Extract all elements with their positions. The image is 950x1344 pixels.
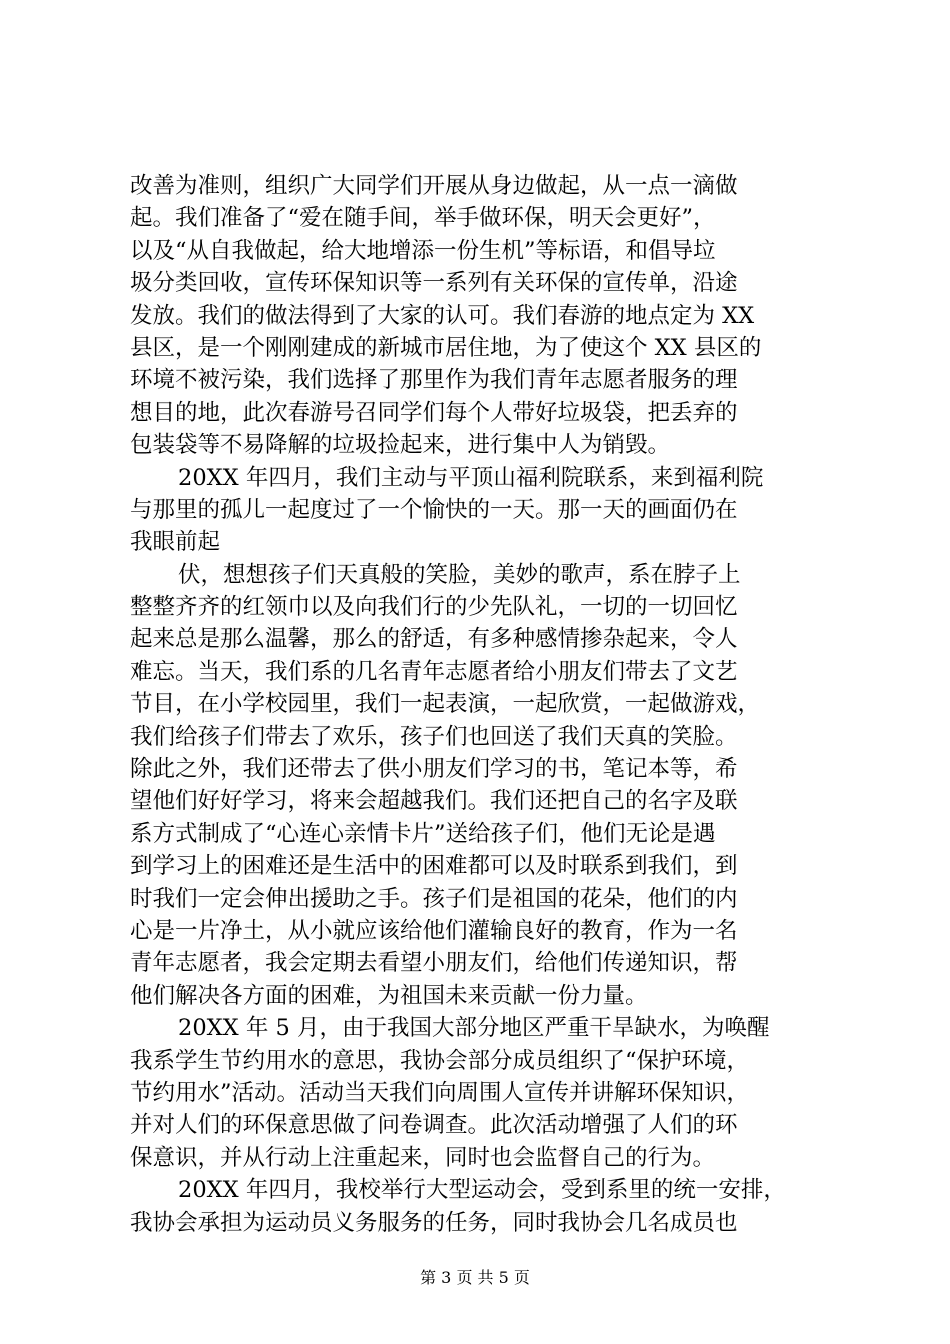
text-line: 难忘。当天，我们系的几名青年志愿者给小朋友们带去了文艺	[130, 658, 738, 685]
text-line: 起来总是那么温馨，那么的舒适，有多种感情掺杂起来，令人	[130, 626, 738, 653]
text-line: 除此之外，我们还带去了供小朋友们学习的书，笔记本等，希	[130, 756, 738, 783]
text-line: 圾分类回收，宣传环保知识等一系列有关环保的宣传单，沿途	[130, 270, 738, 297]
text-line: 到学习上的困难还是生活中的困难都可以及时联系到我们，到	[130, 853, 738, 880]
text-line: 我眼前起	[130, 529, 221, 556]
text-line: 他们解决各方面的困难，为祖国未来贡献一份力量。	[130, 982, 648, 1009]
paragraph-start-line: 伏，想想孩子们天真般的笑脸，美妙的歌声，系在脖子上	[178, 561, 741, 588]
paragraph-start-line: 20XX 年四月，我校举行大型运动会，受到系里的统一安排，	[178, 1177, 786, 1204]
text-line: 节约用水”活动。活动当天我们向周围人宣传并讲解环保知识，	[130, 1079, 750, 1106]
page-number-footer: 第 3 页 共 5 页	[420, 1268, 530, 1287]
text-line: 心是一片净土，从小就应该给他们灌输良好的教育，作为一名	[130, 917, 738, 944]
paragraph-start-line: 20XX 年 5 月，由于我国大部分地区严重干旱缺水，为唤醒	[178, 1015, 770, 1042]
text-line: 包装袋等不易降解的垃圾捡起来，进行集中人为销毁。	[130, 432, 671, 459]
text-line: 我们给孩子们带去了欢乐，孩子们也回送了我们天真的笑脸。	[130, 723, 738, 750]
text-line: 发放。我们的做法得到了大家的认可。我们春游的地点定为 XX	[130, 302, 755, 329]
text-line: 系方式制成了“心连心亲情卡片”送给孩子们，他们无论是遇	[130, 820, 716, 847]
text-line: 改善为准则，组织广大同学们开展从身边做起，从一点一滴做	[130, 173, 738, 199]
text-line: 我协会承担为运动员义务服务的任务，同时我协会几名成员也	[130, 1209, 738, 1236]
text-line: 节目，在小学校园里，我们一起表演，一起欣赏，一起做游戏，	[130, 691, 761, 718]
text-line: 整整齐齐的红领巾以及向我们行的少先队礼，一切的一切回忆	[130, 594, 738, 621]
text-line: 想目的地，此次春游号召同学们每个人带好垃圾袋，把丢弃的	[130, 399, 738, 426]
text-line: 与那里的孤儿一起度过了一个愉快的一天。那一天的画面仍在	[130, 496, 738, 523]
text-line: 保意识，并从行动上注重起来，同时也会监督自己的行为。	[130, 1144, 716, 1171]
body-text	[130, 170, 830, 1239]
text-line: 起。我们准备了“爱在随手间，举手做环保，明天会更好”，	[130, 205, 716, 232]
text-line: 时我们一定会伸出援助之手。孩子们是祖国的花朵，他们的内	[130, 885, 738, 912]
text-line: 以及“从自我做起，给大地增添一份生机”等标语，和倡导垃	[130, 237, 716, 264]
text-line: 并对人们的环保意思做了问卷调查。此次活动增强了人们的环	[130, 1112, 738, 1139]
text-line: 我系学生节约用水的意思，我协会部分成员组织了“保护环境，	[130, 1047, 750, 1074]
text-line: 望他们好好学习，将来会超越我们。我们还把自己的名字及联	[130, 788, 738, 815]
paragraph-start-line: 20XX 年四月，我们主动与平顶山福利院联系，来到福利院	[178, 464, 764, 491]
text-line: 县区，是一个刚刚建成的新城市居住地，为了使这个 XX 县区的	[130, 334, 762, 361]
text-line: 环境不被污染，我们选择了那里作为我们青年志愿者服务的理	[130, 367, 738, 394]
text-line: 青年志愿者，我会定期去看望小朋友们，给他们传递知识，帮	[130, 950, 738, 977]
